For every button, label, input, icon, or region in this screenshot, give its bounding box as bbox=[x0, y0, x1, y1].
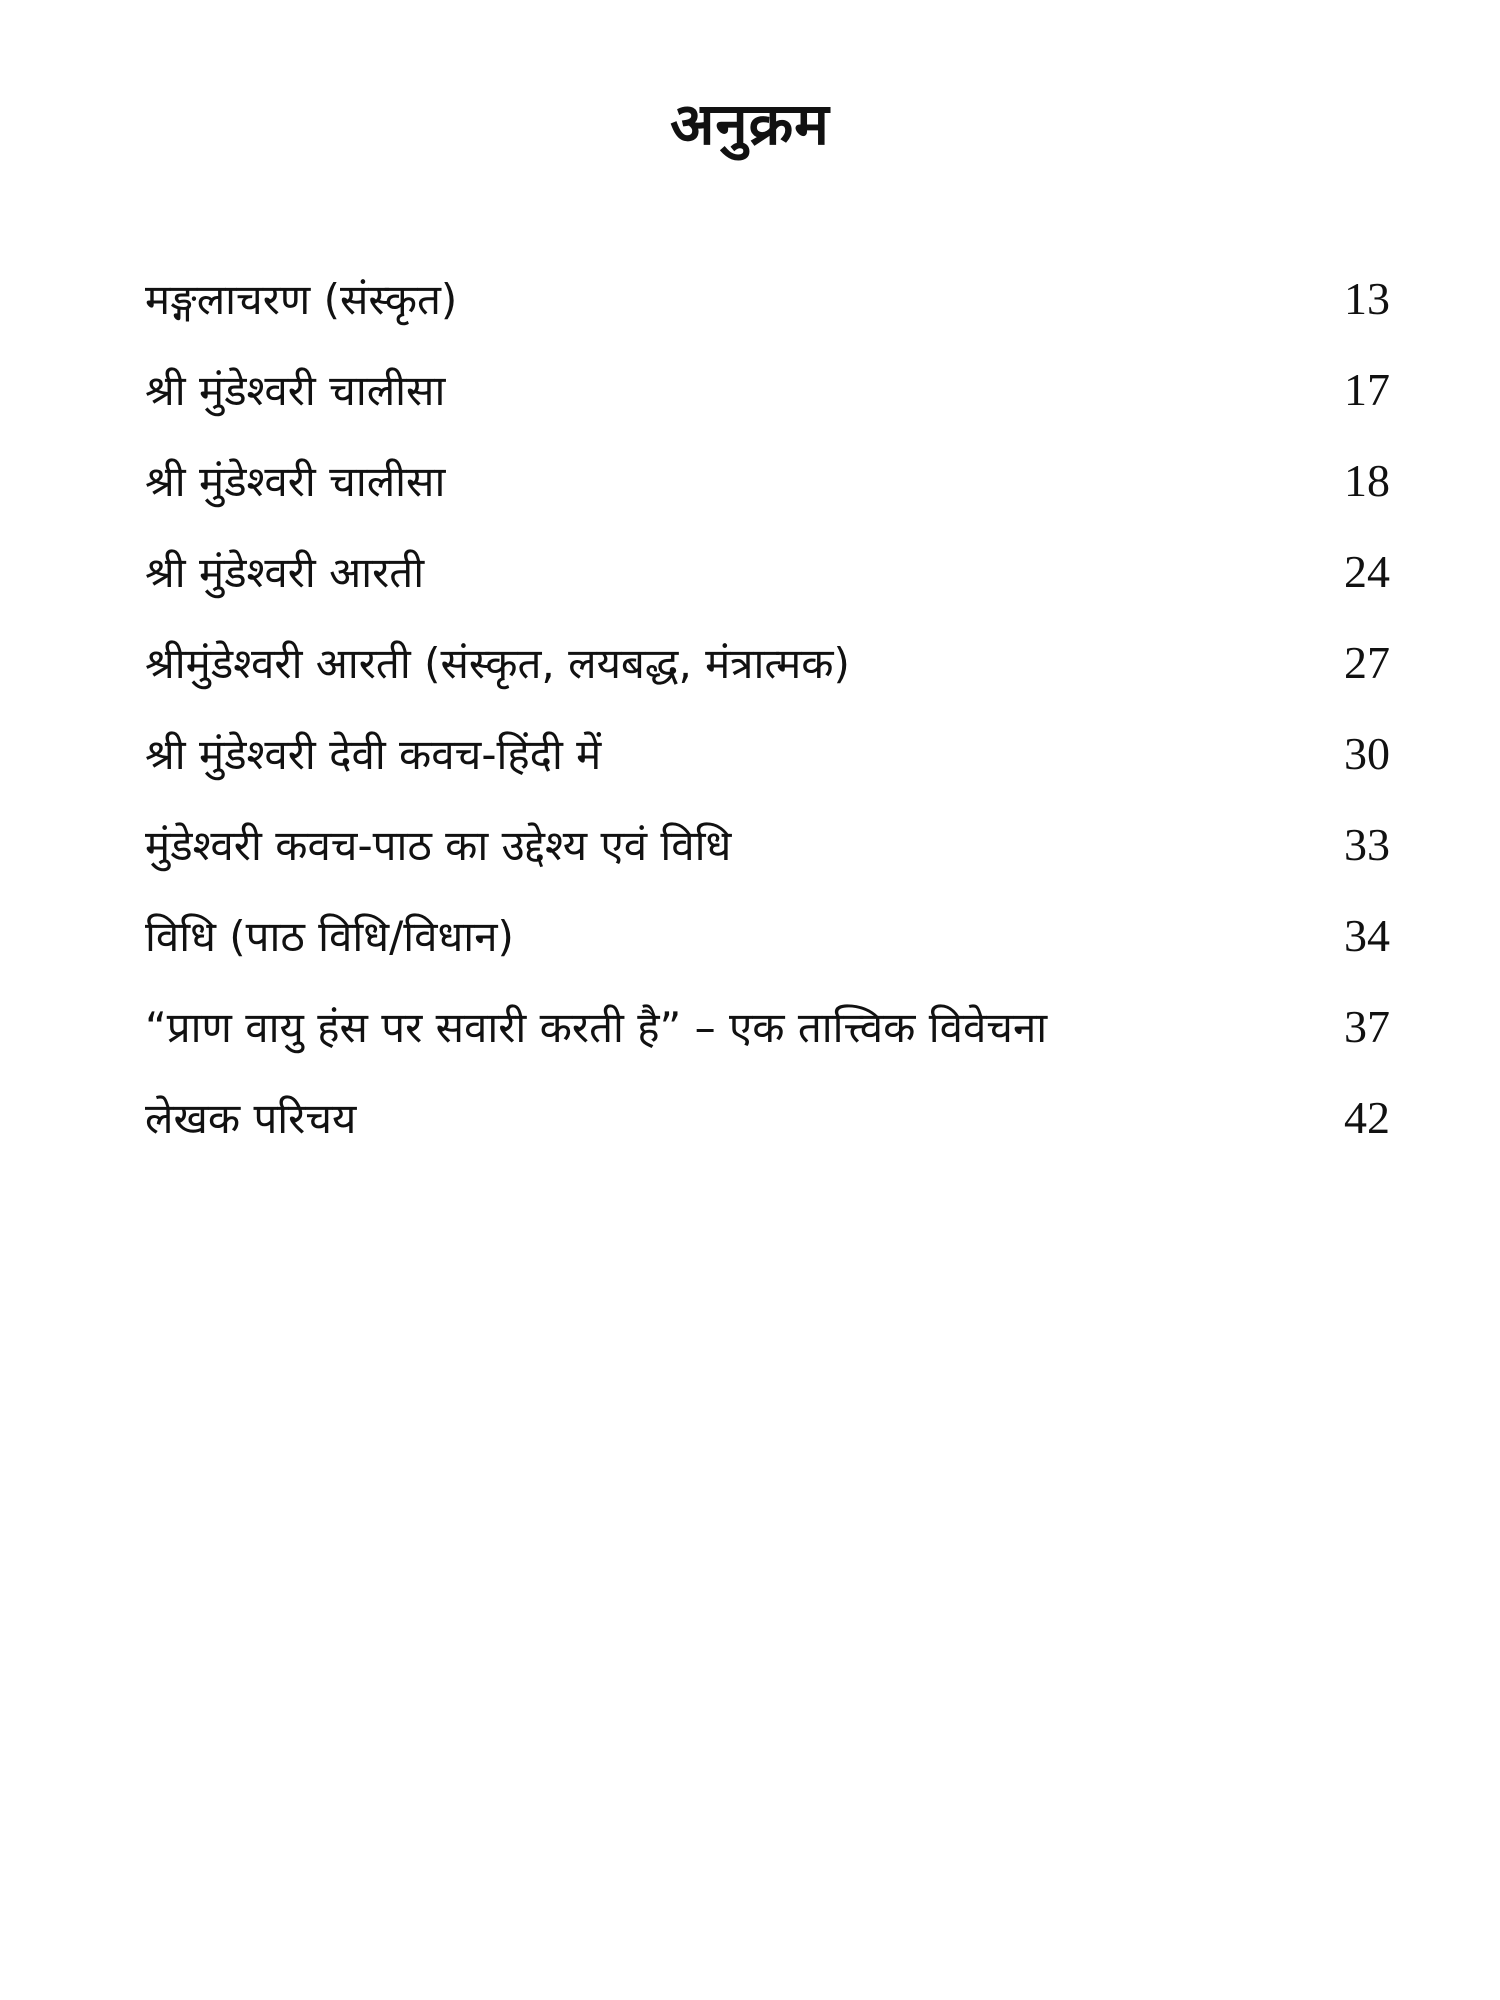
toc-entry-page: 13 bbox=[1344, 273, 1390, 324]
toc-entry-title: श्री मुंडेश्वरी चालीसा bbox=[145, 457, 446, 506]
table-of-contents bbox=[145, 270, 1390, 1180]
toc-entry bbox=[145, 998, 1390, 1089]
toc-entry-title: श्रीमुंडेश्वरी आरती (संस्कृत, लयबद्ध, मंत्रात्मक) bbox=[145, 639, 850, 688]
toc-entry-page: 17 bbox=[1344, 364, 1390, 415]
toc-entry-page: 18 bbox=[1344, 455, 1390, 506]
toc-entry-title: श्री मुंडेश्वरी आरती bbox=[145, 548, 425, 597]
toc-entry bbox=[145, 543, 1390, 634]
toc-entry-title: विधि (पाठ विधि/विधान) bbox=[145, 912, 514, 961]
toc-entry-title: “प्राण वायु हंस पर सवारी करती है” – एक तात्त्विक विवेचना bbox=[145, 1003, 1048, 1052]
toc-entry-page: 27 bbox=[1344, 637, 1390, 688]
toc-entry-page: 42 bbox=[1344, 1092, 1390, 1143]
toc-entry bbox=[145, 452, 1390, 543]
toc-entry bbox=[145, 816, 1390, 907]
toc-entry bbox=[145, 634, 1390, 725]
toc-entry-title: श्री मुंडेश्वरी चालीसा bbox=[145, 366, 446, 415]
toc-entry bbox=[145, 270, 1390, 361]
toc-entry bbox=[145, 725, 1390, 816]
toc-entry-page: 33 bbox=[1344, 819, 1390, 870]
page-title: अनुक्रम bbox=[670, 90, 830, 158]
toc-entry-title: मङ्गलाचरण (संस्कृत) bbox=[145, 275, 458, 324]
toc-entry-title: श्री मुंडेश्वरी देवी कवच-हिंदी में bbox=[145, 730, 602, 779]
toc-entry bbox=[145, 361, 1390, 452]
toc-entry-title: लेखक परिचय bbox=[145, 1094, 357, 1143]
toc-entry-page: 24 bbox=[1344, 546, 1390, 597]
toc-entry bbox=[145, 907, 1390, 998]
toc-entry-page: 34 bbox=[1344, 910, 1390, 961]
toc-entry-page: 37 bbox=[1344, 1001, 1390, 1052]
toc-entry-page: 30 bbox=[1344, 728, 1390, 779]
toc-entry-title: मुंडेश्वरी कवच-पाठ का उद्देश्य एवं विधि bbox=[145, 821, 732, 870]
toc-entry bbox=[145, 1089, 1390, 1180]
